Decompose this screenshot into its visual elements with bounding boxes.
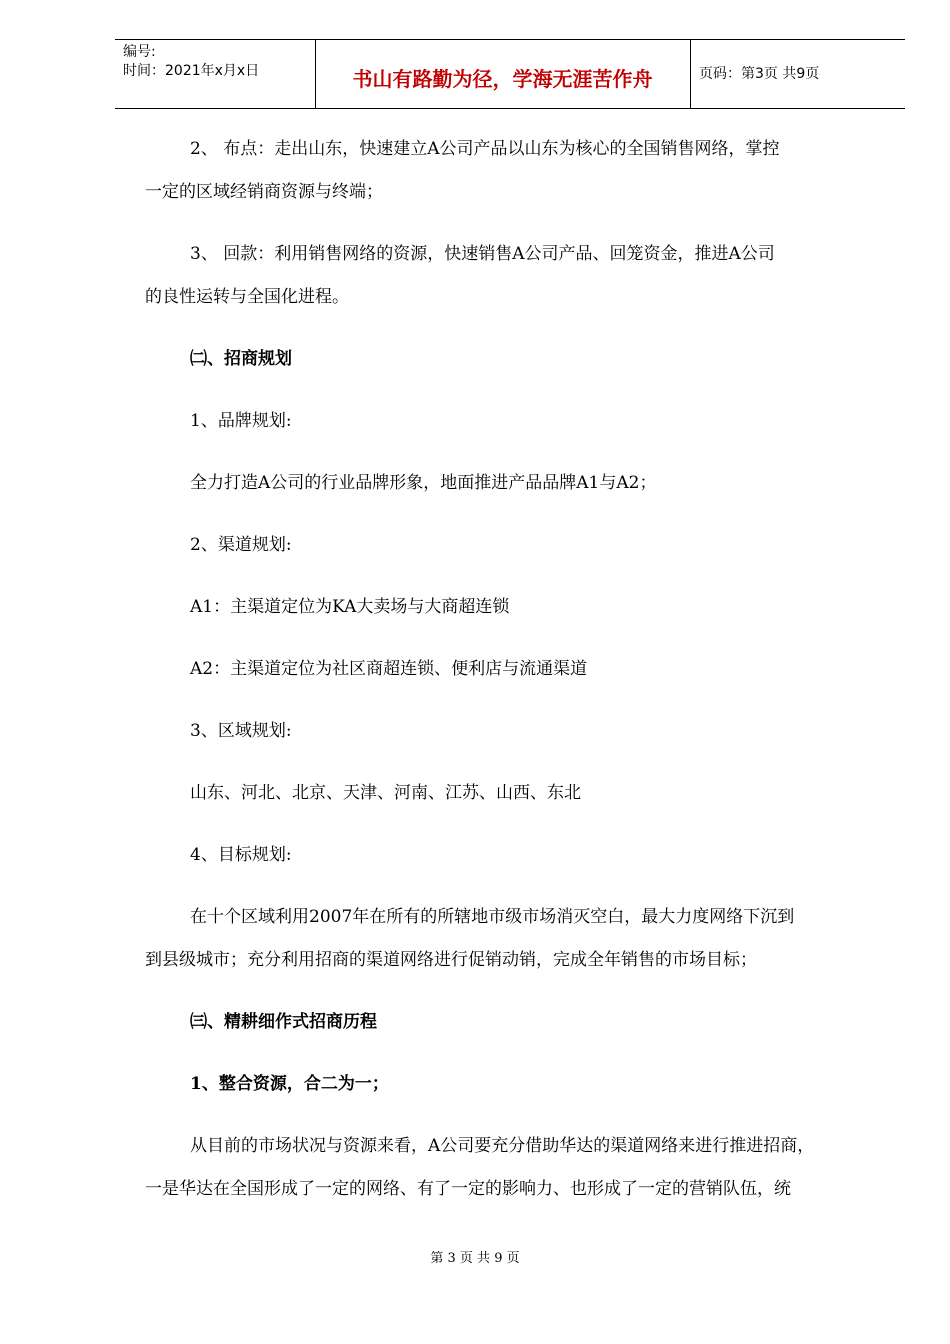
item-3-line1: 3、 回款：利用销售网络的资源，快速销售A公司产品、回笼资金，推进A公司 <box>190 244 775 264</box>
number-label: 编号: <box>123 44 156 60</box>
last-paragraph-line2: 一是华达在全国形成了一定的网络、有了一定的影响力、也形成了一定的营销队伍，统 <box>145 1179 791 1199</box>
item-3-line2: 的良性运转与全国化进程。 <box>145 287 349 307</box>
item-2-line1: 2、 布点：走出山东，快速建立A公司产品以山东为核心的全国销售网络，掌控 <box>190 139 780 159</box>
header-page-label: 页码：第3页 共9页 <box>699 66 820 82</box>
section-3-heading: ㈢、精耕细作式招商历程 <box>190 1012 377 1032</box>
header-meta-cell <box>115 40 316 108</box>
target-text-line1: 在十个区域利用2007年在所有的所辖地市级市场消灭空白，最大力度网络下沉到 <box>190 907 795 927</box>
channel-heading: 2、渠道规划: <box>190 535 292 555</box>
brand-text: 全力打造A公司的行业品牌形象，地面推进产品品牌A1与A2； <box>190 473 657 493</box>
item-2-line2: 一定的区域经销商资源与终端； <box>145 182 383 202</box>
time-label: 时间：2021年x月x日 <box>123 63 260 79</box>
page-header <box>115 39 905 109</box>
channel-a1: A1：主渠道定位为KA大卖场与大商超连锁 <box>190 597 510 617</box>
header-motto: 书山有路勤为径，学海无涯苦作舟 <box>352 67 653 91</box>
region-heading: 3、区域规划: <box>190 721 292 741</box>
footer-page-number: 第 3 页 共 9 页 <box>430 1251 520 1266</box>
header-page-cell <box>691 40 905 108</box>
target-text-line2: 到县级城市；充分利用招商的渠道网络进行促销动销，完成全年销售的市场目标； <box>145 950 757 970</box>
subsection-1-heading: 1、整合资源，合二为一； <box>190 1074 389 1094</box>
last-paragraph-line1: 从目前的市场状况与资源来看，A公司要充分借助华达的渠道网络来进行推进招商， <box>190 1136 815 1156</box>
brand-heading: 1、品牌规划: <box>190 411 292 431</box>
region-text: 山东、河北、北京、天津、河南、江苏、山西、东北 <box>190 783 581 803</box>
channel-a2: A2：主渠道定位为社区商超连锁、便利店与流通渠道 <box>190 659 588 679</box>
section-2-heading: ㈡、招商规划 <box>190 349 292 369</box>
page-footer <box>0 1247 950 1266</box>
target-heading: 4、目标规划: <box>190 845 292 865</box>
header-motto-cell <box>315 40 691 108</box>
